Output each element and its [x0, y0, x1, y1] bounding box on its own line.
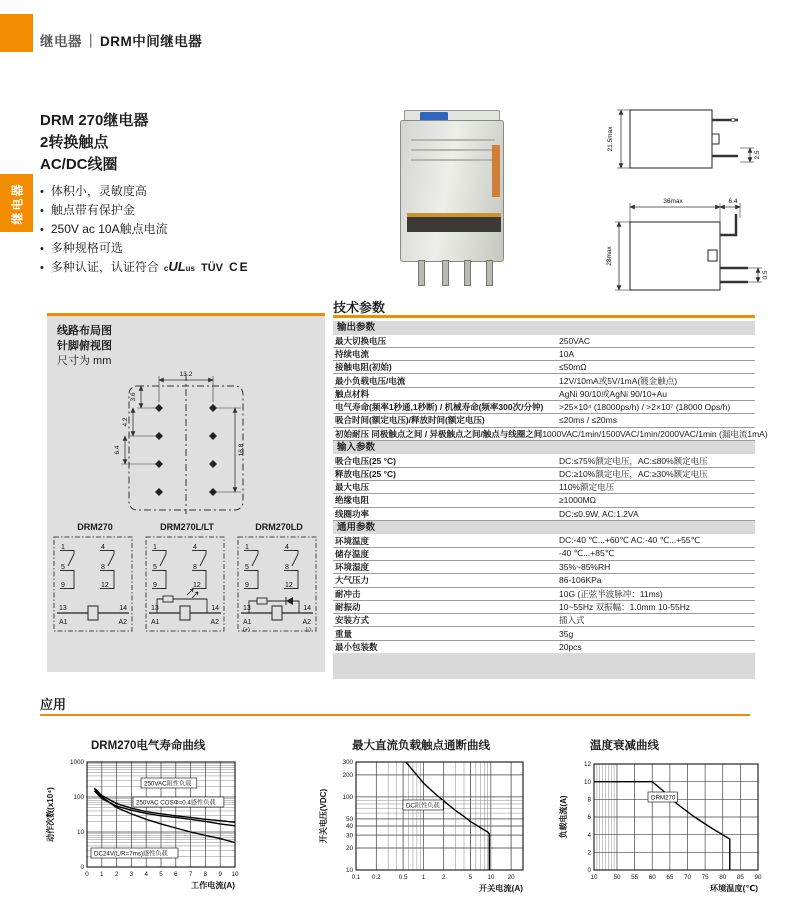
tech-row-value: -40 ℃...+85℃ — [559, 548, 615, 559]
tech-row-value: AgNi 90/10或AgNi 90/10+Au — [559, 388, 667, 399]
tuv-certification-mark: TÜV — [201, 262, 224, 274]
schematic-drawing — [143, 533, 227, 635]
dc-load-chart — [318, 752, 553, 904]
product-title-line3: AC/DC线圈 — [40, 156, 118, 173]
schematic-title: DRM270L/LT — [160, 522, 214, 532]
product-title-line2: 2转换触点 — [40, 134, 109, 151]
breadcrumb-divider: ｜ — [84, 34, 98, 49]
tech-row — [333, 614, 755, 627]
svg-text:1: 1 — [245, 544, 249, 551]
relay-label-line — [411, 149, 495, 151]
breadcrumb-title: DRM中间继电器 — [100, 34, 203, 49]
tech-row-label: 储存温度 — [335, 548, 370, 559]
y-tick-label: 20 — [345, 845, 353, 853]
pin-dim-top: 13.2 — [179, 371, 193, 378]
applications-rule — [40, 714, 750, 716]
tech-row-label: 释放电压(25 °C) — [335, 468, 397, 479]
bullet-marker: • — [40, 186, 44, 198]
chart-title: 温度衰减曲线 — [590, 740, 659, 752]
tech-row — [333, 574, 755, 587]
dimension-drawing-side — [600, 194, 785, 300]
bullet-marker: • — [40, 205, 44, 217]
tech-row-value: 12V/10mA或5V/1mA(镀金触点) — [559, 375, 678, 386]
curve-label: DC24V(L/R=7ms)感性负载 — [94, 850, 168, 858]
tech-row — [333, 468, 755, 481]
tech-row — [333, 508, 755, 521]
svg-text:14: 14 — [211, 605, 219, 612]
svg-text:5: 5 — [153, 564, 157, 571]
accent-corner-block — [0, 14, 33, 52]
product-title — [40, 110, 148, 176]
schematic-diode — [235, 522, 323, 635]
layout-panel-subtitle: 针脚俯视图 — [57, 340, 112, 352]
dim-pin-width-label: 0.5 — [762, 270, 769, 280]
x-tick-label: 10 — [590, 874, 598, 881]
applications-title: 应用 — [40, 697, 67, 712]
tech-row-label: 环境湿度 — [335, 562, 370, 573]
tech-section-header: 输出参数 — [333, 321, 755, 335]
tech-row-value: 250VAC — [559, 335, 591, 346]
curve-label: DRM270 — [651, 794, 676, 802]
x-tick-label: 0.5 — [398, 874, 408, 881]
electrical-life-chart-block — [45, 737, 280, 904]
tech-row-label: 安装方式 — [335, 615, 370, 626]
x-tick-label: 1 — [100, 871, 104, 878]
feature-text: 多种认证，认证符合 — [50, 260, 159, 274]
tech-row-value: DC:≤0.9W, AC:1.2VA — [559, 508, 639, 519]
x-tick-label: 5 — [468, 874, 473, 881]
pin-layout-drawing — [71, 368, 301, 518]
x-tick-label: 5 — [159, 871, 163, 878]
temperature-derating-chart — [558, 752, 790, 904]
schematic-drawing — [51, 533, 135, 635]
curve-label: DC阻性负载 — [406, 802, 440, 810]
x-tick-label: 0.1 — [351, 874, 361, 881]
relay-pin — [486, 260, 493, 286]
dim-height2-label: 28max — [606, 246, 613, 266]
svg-text:A2: A2 — [302, 619, 311, 626]
tech-row-value: ≤50mΩ — [559, 362, 587, 373]
tech-row — [333, 588, 755, 601]
schematic-led — [143, 522, 231, 635]
dc-load-chart-block — [318, 737, 553, 904]
x-tick-label: 10 — [231, 871, 239, 878]
x-tick-label: 80 — [719, 874, 727, 881]
side-tab-relay — [0, 174, 33, 232]
relay-product-photo — [398, 106, 506, 290]
feature-item — [40, 201, 250, 220]
tech-row-value: 1000VAC/1min/1500VAC/1min/2000VAC/1min (漏电流1mA) — [542, 428, 768, 439]
chart-title: DRM270电气寿命曲线 — [91, 740, 206, 752]
electrical-life-chart — [45, 752, 280, 904]
tech-row — [333, 534, 755, 547]
y-tick-label: 30 — [345, 832, 353, 840]
tech-row — [333, 454, 755, 467]
y-axis-label: 负载电流(A) — [559, 795, 568, 839]
tech-row — [333, 348, 755, 361]
x-tick-label: 4 — [144, 871, 148, 878]
tech-row-value: >25×10⁴ (18000ps/h) / >2×10⁷ (18000 Ops/h) — [559, 402, 731, 413]
tech-row-label: 绝缘电阻 — [335, 495, 370, 506]
x-tick-label: 9 — [218, 871, 222, 878]
y-tick-label: 300 — [342, 759, 353, 767]
svg-text:13: 13 — [151, 605, 159, 612]
tech-row-value: DC:-40 ℃...+60℃ AC:-40 ℃...+55℃ — [559, 535, 701, 545]
feature-item — [40, 239, 250, 258]
schematic-plain — [51, 522, 139, 635]
svg-text:9: 9 — [61, 582, 65, 589]
tech-row — [333, 335, 755, 348]
layout-panel-unit-note: 尺寸为 mm — [57, 355, 112, 367]
x-tick-label: 10 — [487, 874, 495, 881]
x-tick-label: 0 — [85, 871, 89, 878]
product-title-line1: DRM 270继电器 — [40, 112, 149, 129]
svg-text:8: 8 — [193, 564, 197, 571]
y-tick-label: 100 — [73, 794, 84, 802]
tech-params-table — [333, 321, 768, 654]
pin-dim-d2: 4.2 — [122, 417, 129, 427]
y-tick-label: 6 — [587, 814, 591, 822]
x-tick-label: 6 — [174, 871, 178, 878]
x-tick-label: 2 — [114, 871, 119, 878]
x-tick-label: 8 — [203, 871, 208, 878]
svg-text:(+): (+) — [243, 627, 250, 633]
tech-row-value: 110%额定电压 — [559, 482, 615, 493]
x-axis-label: 环境温度(℃) — [709, 884, 758, 893]
tech-params-title: 技术参数 — [333, 300, 386, 315]
tech-row-label: 耐振动 — [335, 601, 361, 612]
layout-panel-title: 线路布局图 — [57, 325, 112, 337]
tech-row-value: ≤20ms / ≤20ms — [559, 415, 617, 426]
feature-list — [40, 182, 250, 278]
tech-row-value: 35g — [559, 628, 574, 639]
x-axis-label: 开关电流(A) — [478, 884, 523, 893]
svg-text:A1: A1 — [59, 619, 68, 626]
tech-row-label: 接触电阻(初始) — [335, 362, 392, 373]
svg-text:8: 8 — [285, 564, 289, 571]
tech-row-label: 最大切换电压 — [335, 335, 387, 346]
x-tick-label: 2 — [441, 874, 446, 881]
tech-params-rule — [333, 315, 755, 318]
x-tick-label: 7 — [188, 871, 193, 878]
y-tick-label: 0 — [587, 867, 591, 875]
ul-certification-mark — [164, 258, 195, 278]
feature-item — [40, 258, 250, 278]
feature-item — [40, 220, 250, 239]
svg-text:12: 12 — [285, 582, 293, 589]
svg-text:1: 1 — [61, 544, 65, 551]
ul-mark-prefix: c — [163, 264, 169, 273]
schematic-title: DRM270 — [77, 522, 113, 532]
x-tick-label: 65 — [666, 874, 674, 881]
tech-row-label: 初始耐压 同极触点之间 / 异极触点之间/触点与线圈之间 — [335, 428, 543, 439]
y-axis-label: 动作次数(x10⁴) — [46, 787, 55, 842]
svg-text:12: 12 — [101, 582, 109, 589]
y-tick-label: 40 — [345, 823, 353, 831]
ce-certification-mark: CE — [229, 260, 250, 274]
x-tick-label: 0.2 — [371, 874, 381, 881]
dim-height-label: 21.5max — [607, 126, 614, 152]
dim-pin-offset-label: 2.5 — [754, 150, 761, 160]
curve-label: 250VAC COSΦ=0.4感性负载 — [136, 799, 216, 807]
relay-orange-sticker — [492, 145, 500, 197]
x-tick-label: 20 — [507, 874, 515, 881]
temperature-derating-chart-block — [558, 737, 790, 904]
tech-row — [333, 414, 755, 427]
curve-label: 250VAC阻性负载 — [144, 780, 192, 788]
svg-text:8: 8 — [101, 564, 105, 571]
tech-row-label: 触点材料 — [335, 388, 370, 399]
y-tick-label: 1000 — [69, 759, 84, 767]
bullet-marker: • — [40, 262, 44, 274]
tech-row-label: 吸合电压(25 °C) — [335, 455, 397, 466]
svg-text:12: 12 — [193, 582, 201, 589]
y-tick-label: 12 — [583, 761, 591, 769]
svg-text:4: 4 — [101, 544, 105, 551]
relay-body — [400, 120, 504, 262]
y-tick-label: 10 — [583, 778, 591, 786]
tech-row-value: DC:≥10%额定电压，AC:≥30%额定电压 — [559, 468, 708, 479]
svg-text:4: 4 — [285, 544, 289, 551]
feature-text: 体积小，灵敏度高 — [50, 184, 147, 198]
tech-row — [333, 401, 755, 414]
tech-row-value: 10G (正弦半波脉冲：11ms) — [559, 588, 663, 599]
tech-row-label: 吸合时间(额定电压)/释放时间(额定电压) — [335, 415, 485, 426]
tech-row-label: 耐冲击 — [335, 588, 361, 599]
x-axis-label: 工作电流(A) — [190, 881, 235, 890]
tech-row — [333, 374, 755, 387]
bullet-marker: • — [40, 224, 44, 236]
y-tick-label: 200 — [342, 772, 353, 780]
y-tick-label: 10 — [345, 867, 353, 875]
x-tick-label: 3 — [129, 871, 134, 878]
pin-dim-d1: 3.6 — [130, 392, 137, 402]
tech-row — [333, 601, 755, 614]
chart-title: 最大直流负载触点通断曲线 — [352, 740, 490, 752]
tech-row-value: 插入式 — [559, 615, 585, 626]
x-tick-label: 60 — [648, 874, 656, 881]
tech-row-value: 35%~85%RH — [559, 562, 611, 573]
pin-dim-right: 16.8 — [238, 443, 245, 457]
ul-mark-suffix: us — [185, 264, 196, 273]
tech-row-value: 86-106KPa — [559, 575, 602, 586]
dim-width-label: 36max — [663, 198, 683, 205]
circuit-layout-panel — [47, 313, 325, 672]
tech-row-value: 10~55Hz 双振幅：1.0mm 10-55Hz — [559, 601, 691, 612]
tech-row-value: DC:≤75%额定电压，AC:≤80%额定电压 — [559, 455, 708, 466]
schematic-title: DRM270LD — [255, 522, 303, 532]
curve — [406, 762, 489, 870]
y-tick-label: 10 — [76, 829, 84, 837]
side-tab-label: 继电器 — [10, 181, 25, 225]
y-tick-label: 4 — [587, 831, 591, 839]
svg-text:14: 14 — [303, 605, 311, 612]
y-tick-label: 8 — [587, 796, 591, 804]
tech-row — [333, 428, 768, 441]
tech-row-value: 20pcs — [559, 641, 582, 652]
svg-text:9: 9 — [245, 582, 249, 589]
pin-dim-d3: 6.4 — [114, 445, 121, 455]
tech-row — [333, 627, 755, 640]
svg-text:(-): (-) — [305, 627, 311, 633]
svg-text:13: 13 — [243, 605, 251, 612]
svg-text:5: 5 — [61, 564, 65, 571]
relay-pin — [464, 260, 471, 286]
svg-text:A1: A1 — [151, 619, 160, 626]
tech-row-label: 重量 — [335, 628, 353, 639]
bullet-marker: • — [40, 243, 44, 255]
tech-row-label: 大气压力 — [335, 575, 370, 586]
y-axis-label: 开关电压(VDC) — [319, 788, 328, 844]
y-tick-label: 0 — [80, 864, 84, 872]
schematics-row — [51, 522, 323, 635]
svg-text:A1: A1 — [243, 619, 252, 626]
x-tick-label: 1 — [421, 874, 426, 881]
dim-pin-len-label: 6.4 — [728, 198, 738, 205]
y-tick-label: 100 — [342, 794, 353, 802]
x-tick-label: 75 — [701, 874, 709, 881]
tech-row-label: 最大电压 — [335, 482, 370, 493]
x-tick-label: 90 — [754, 874, 762, 881]
svg-text:A2: A2 — [210, 619, 219, 626]
tech-row-label: 最小负载电压/电流 — [335, 375, 406, 386]
svg-text:13: 13 — [59, 605, 67, 612]
dimension-drawing-top — [600, 104, 785, 184]
svg-text:9: 9 — [153, 582, 157, 589]
ul-mark-core: UL — [168, 259, 186, 274]
breadcrumb-section: 继电器 — [40, 34, 82, 49]
relay-label-line — [411, 159, 495, 161]
y-tick-label: 2 — [587, 849, 591, 857]
schematic-drawing — [235, 533, 319, 635]
svg-text:14: 14 — [119, 605, 127, 612]
tech-row — [333, 481, 755, 494]
tech-row-label: 持续电流 — [335, 348, 370, 359]
x-tick-label: 55 — [631, 874, 639, 881]
relay-pin — [442, 260, 449, 286]
x-tick-label: 70 — [683, 874, 691, 881]
tech-row — [333, 361, 755, 374]
layout-panel-text — [57, 324, 112, 369]
tech-row-label: 电气寿命(频率1秒通,1秒断) / 机械寿命(频率300次/分钟) — [335, 402, 544, 413]
tech-row-label: 线圈功率 — [335, 508, 370, 519]
svg-text:1: 1 — [153, 544, 157, 551]
tech-section-header: 通用参数 — [333, 521, 755, 535]
tech-row — [333, 548, 755, 561]
feature-item — [40, 182, 250, 201]
relay-pin — [418, 260, 425, 286]
x-tick-label: 85 — [736, 874, 744, 881]
table-footer-bar — [333, 653, 755, 679]
x-tick-label: 50 — [613, 874, 621, 881]
svg-text:5: 5 — [245, 564, 249, 571]
svg-text:4: 4 — [193, 544, 197, 551]
tech-row-value: 10A — [559, 348, 575, 359]
tech-row — [333, 561, 755, 574]
tech-row — [333, 494, 755, 507]
tech-row-label: 环境温度 — [335, 535, 370, 546]
feature-text: 250V ac 10A触点电流 — [50, 222, 168, 236]
tech-row-value: ≥1000MΩ — [559, 495, 597, 506]
tech-row — [333, 388, 755, 401]
relay-dark-band — [407, 217, 501, 232]
relay-label-line — [411, 139, 495, 141]
breadcrumb — [40, 30, 202, 50]
y-tick-label: 50 — [345, 816, 353, 824]
tech-row-label: 最小包装数 — [335, 641, 378, 652]
feature-text: 触点带有保护金 — [50, 203, 135, 217]
feature-text: 多种规格可选 — [50, 241, 123, 255]
svg-text:A2: A2 — [118, 619, 127, 626]
tech-section-header: 输入参数 — [333, 441, 755, 455]
